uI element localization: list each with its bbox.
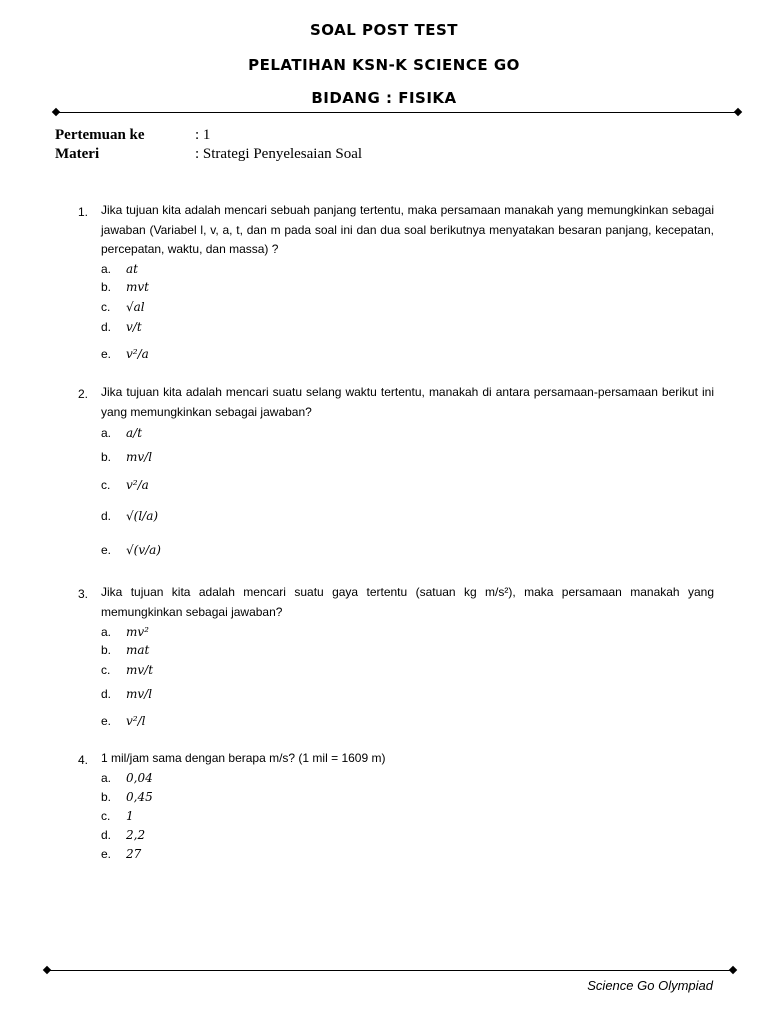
option-value: v²/a: [126, 478, 149, 492]
option-value: v²/a: [126, 347, 149, 361]
question-text: Jika tujuan kita adalah mencari suatu gaya tertentu (satuan kg m/s²), maka persamaan manakah yang memungkinkan sebagai jawaban?: [101, 585, 714, 619]
meeting-label: Pertemuan ke: [55, 127, 145, 143]
question-text: 1 mil/jam sama dengan berapa m/s? (1 mil = 1609 m): [101, 751, 386, 765]
option-value: mv²: [126, 625, 149, 639]
option-value: mv/t: [126, 663, 154, 677]
title-line-3: BIDANG : FISIKA: [311, 89, 457, 107]
option-value: √(l/a): [126, 509, 159, 523]
option-value: 2,2: [126, 828, 146, 842]
question-number: 2.: [78, 387, 89, 401]
question-number: 3.: [78, 587, 89, 601]
option-value: 0,45: [126, 790, 153, 804]
option-value: 27: [126, 847, 142, 861]
question-number: 4.: [78, 753, 89, 767]
question-text: Jika tujuan kita adalah mencari sebuah panjang tertentu, maka persamaan manakah yang memungkinkan sebagai jawaban (Variabel l, v, a, t, dan m pada soal ini dan dua soal berikutnya menyatakan besaran panjang, kecepatan, percepatan, waktu, dan massa) ?: [101, 203, 714, 256]
footer-text: Science Go Olympiad: [587, 978, 713, 993]
option-value: mv/l: [126, 687, 153, 701]
question-text: Jika tujuan kita adalah mencari suatu selang waktu tertentu, manakah di antara persamaan-persamaan berikut ini yang memungkinkan sebagai jawaban?: [101, 385, 714, 419]
title-line-1: SOAL POST TEST: [309, 21, 459, 39]
option-value: v²/l: [126, 714, 146, 728]
option-value: mat: [126, 643, 150, 657]
option-value: √(v/a): [126, 543, 161, 557]
material-value: : Strategi Penyelesaian Soal: [195, 146, 363, 162]
meeting-value: : 1: [195, 127, 211, 143]
option-value: at: [126, 262, 138, 276]
option-value: mvt: [126, 280, 149, 294]
option-value: v/t: [126, 320, 142, 334]
material-label: Materi: [55, 146, 100, 162]
option-value: mv/l: [126, 450, 153, 464]
option-value: 1: [126, 809, 134, 823]
option-value: a/t: [126, 426, 143, 440]
question-number: 1.: [78, 205, 89, 219]
option-value: √al: [126, 300, 145, 314]
title-line-2: PELATIHAN KSN-K SCIENCE GO: [248, 56, 520, 74]
option-value: 0,04: [126, 771, 153, 785]
